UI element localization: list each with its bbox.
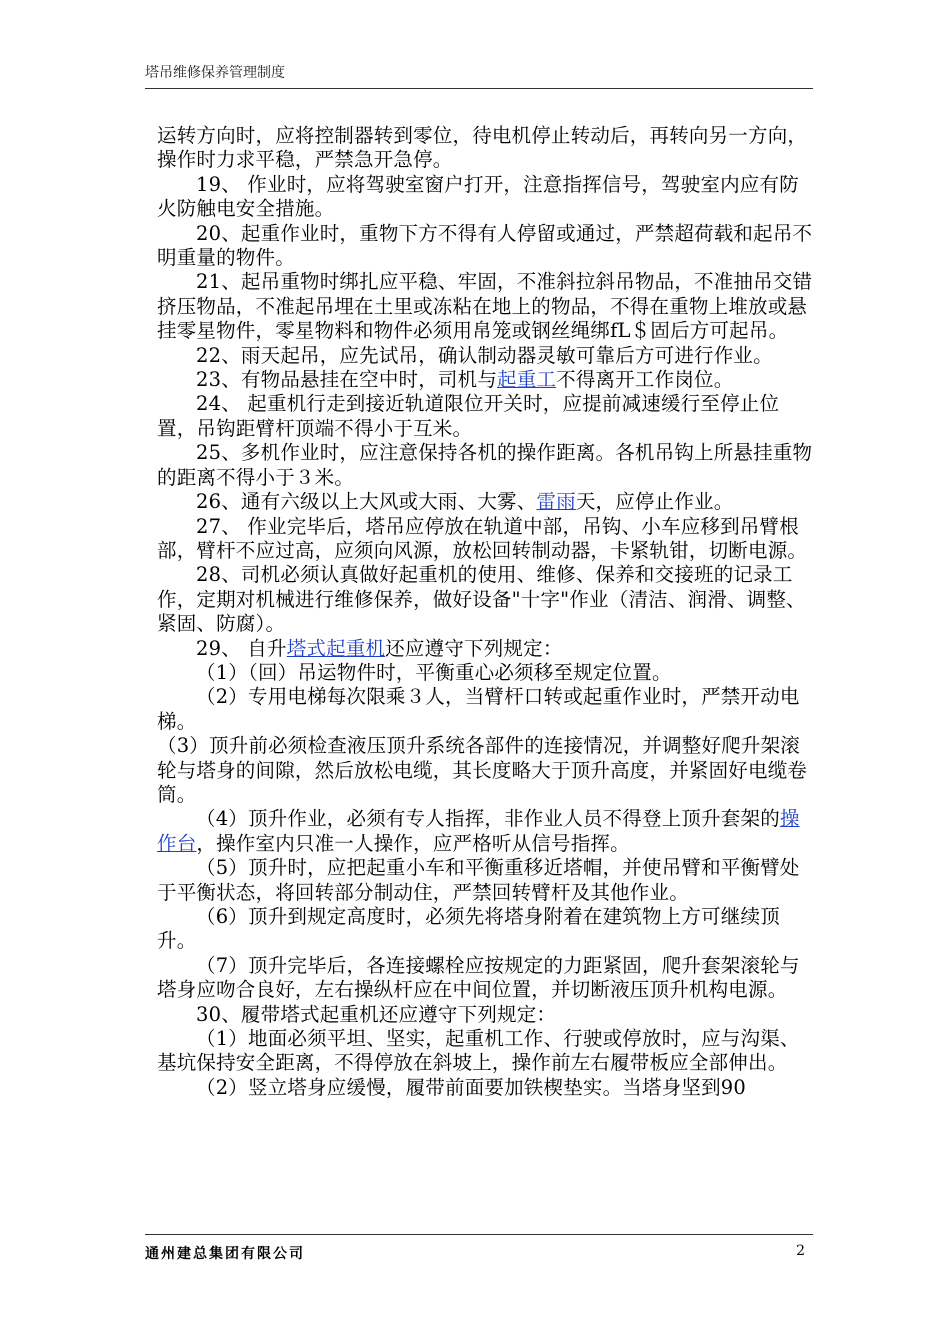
rule-29-7: （7）顶升完毕后，各连接螺栓应按规定的力距紧固，爬升套架滚轮与塔身应吻合良好，左右操纵杆应在中间位置，并切断液压顶升机构电源。 xyxy=(157,953,800,1002)
paragraph-22: 22、雨天起吊，应先试吊，确认制动器灵敏可靠后方可进行作业。 xyxy=(196,343,773,367)
paragraph-30: 30、履带塔式起重机还应遵守下列规定： xyxy=(196,1002,557,1026)
rule-29-3: （3）顶升前必须检查液压顶升系统各部件的连接情况，并调整好爬升架滚轮与塔身的间隙，然后放松电缆，其长度略大于顶升高度，并紧固好电缆卷筒。 xyxy=(157,734,808,806)
paragraph-19: 19、 作业时，应将驾驶室窗户打开，注意指挥信号，驾驶室内应有防火防触电安全措施。 xyxy=(157,172,799,221)
rule-29-1: （1）（回）吊运物件时，平衡重心必须移至规定位置。 xyxy=(196,660,672,684)
link-tower-crane[interactable]: 塔式起重机 xyxy=(286,636,386,660)
rule-29-2: （2）专用电梯每次限乘３人，当臂杆口转或起重作业时，严禁开动电梯。 xyxy=(157,685,800,733)
link-crane-worker[interactable]: 起重工 xyxy=(497,368,557,392)
paragraph-24: 24、 起重机行走到接近轨道限位开关时，应提前减速缓行至停止位置，吊钩距臂杆顶端不得小于互米。 xyxy=(157,392,780,440)
document-body xyxy=(157,124,817,1100)
link-thunderstorm[interactable]: 雷雨 xyxy=(536,490,576,514)
paragraph-25: 25、多机作业时，应注意保持各机的操作距离。各机吊钩上所悬挂重物的距离不得小于３米。 xyxy=(157,441,813,489)
page-number: 2 xyxy=(796,1243,805,1259)
page-header xyxy=(145,62,813,89)
paragraph-26-text: 26、通有六级以上大风或大雨、大雾、 xyxy=(196,490,537,514)
paragraph-23-text-end: 不得离开工作岗位。 xyxy=(556,368,734,392)
rule-29-5: （5）顶升时，应把起重小车和平衡重移近塔帽，并使吊臂和平衡臂处于平衡状态，将回转部分制动住，严禁回转臂杆及其他作业。 xyxy=(157,856,800,904)
paragraph-23 xyxy=(157,368,817,392)
rule-29-6: （6）顶升到规定高度时，必须先将塔身附着在建筑物上方可继续顶升。 xyxy=(157,905,780,953)
paragraph-28: 28、司机必须认真做好起重机的使用、维修、保养和交接班的记录工作，定期对机械进行维修保养，做好设备"十字"作业（清洁、润滑、调整、紧固、防腐）。 xyxy=(157,563,806,636)
paragraph-29 xyxy=(157,637,817,661)
company-name: 通州建总集团有限公司 xyxy=(145,1246,305,1262)
rule-29-4-text-end: ，操作室内只准一人操作，应严格听从信号指挥。 xyxy=(196,831,630,855)
paragraph-23-text: 23、有物品悬挂在空中时，司机与 xyxy=(196,368,498,392)
paragraph-27: 27、 作业完毕后，塔吊应停放在轨道中部，吊钩、小车应移到吊臂根部，臂杆不应过高，应须向风源，放松回转制动器，卡紧轨钳，切断电源。 xyxy=(157,514,808,562)
paragraph-26-text-end: 天，应停止作业。 xyxy=(575,490,734,514)
rule-29-4-text: （4）顶升作业，必须有专人指挥，非作业人员不得登上顶升套架的 xyxy=(196,807,780,831)
rule-29-4 xyxy=(157,807,817,856)
paragraph-20: 20、起重作业时，重物下方不得有人停留或通过，严禁超荷载和起吊不明重量的物件。 xyxy=(157,221,813,270)
paragraph-29-text-end: 还应遵守下列规定： xyxy=(385,636,563,660)
rule-30-1: （1）地面必须平坦、坚实，起重机工作、行驶或停放时，应与沟渠、基坑保持安全距离，不得停放在斜坡上，操作前左右履带板应全部伸出。 xyxy=(157,1027,800,1075)
rule-30-2: （2）竖立塔身应缓慢，履带前面要加铁楔垫实。当塔身坚到90 xyxy=(196,1075,747,1099)
link-operating-platform[interactable]: 操作台 xyxy=(157,807,800,855)
paragraph-continued: 运转方向时，应将控制器转到零位，待电机停止转动后，再转向另一方向，操作时力求平稳，严禁急开急停。 xyxy=(157,124,808,172)
page-footer xyxy=(145,1234,813,1263)
paragraph-29-text: 29、 自升 xyxy=(196,636,287,660)
paragraph-26 xyxy=(157,490,817,514)
paragraph-21: 21、起吊重物时绑扎应平稳、牢固，不准斜拉斜吊物品，不准抽吊交错挤压物品，不准起吊埋在土里或冻粘在地上的物品，不得在重物上堆放或悬挂零星物件，零星物料和物件必须用帛笼或钢丝绳绑fL＄固后方可起吊。 xyxy=(157,270,813,343)
document-title: 塔吊维修保养管理制度 xyxy=(145,65,285,81)
